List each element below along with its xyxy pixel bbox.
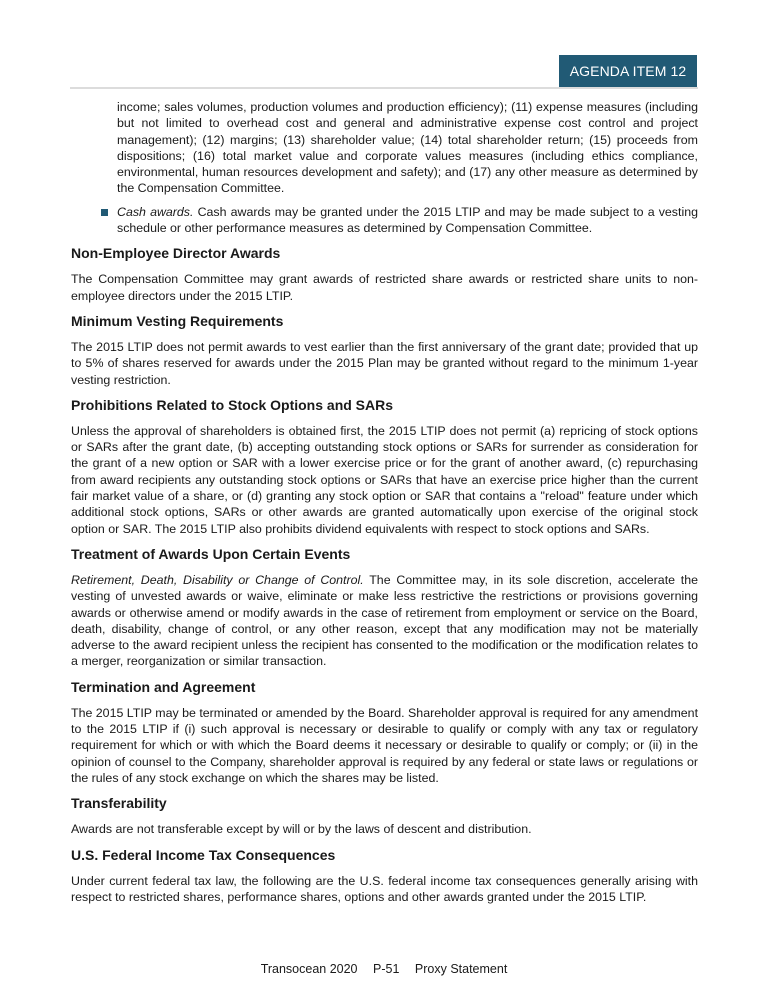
section-heading: U.S. Federal Income Tax Consequences: [71, 846, 336, 863]
section-lead: Retirement, Death, Disability or Change of Control.: [71, 572, 364, 587]
footer-document-title: Proxy Statement: [414, 962, 508, 976]
section-termination: [71, 678, 698, 786]
section-treatment-of-awards: [71, 545, 698, 670]
section-minimum-vesting: [71, 312, 698, 388]
footer-page-number: P-51: [373, 962, 400, 976]
bullet-text: [117, 204, 698, 237]
page-footer: [0, 962, 768, 976]
section-heading: Non-Employee Director Awards: [71, 245, 281, 262]
continued-list-text: income; sales volumes, production volumes and production efficiency); (11) expense measures (including but not limited to overhead cost and general and administrative expense cost control and project management); (12) margins; (13) shareholder value; (14) total shareholder return; (15) proceeds from dispositions; (16) total market value and corporate values measures (including ethics compliance, environmental, human resources development and safety); and (17) any other measure as determined by the Compensation Committee.: [117, 100, 698, 196]
section-body: The Compensation Committee may grant awards of restricted share awards or restricted share units to non-employee directors under the 2015 LTIP.: [71, 272, 698, 303]
section-body: Awards are not transferable except by will or by the laws of descent and distribution.: [71, 822, 532, 837]
section-body-text: The Committee may, in its sole discretion, accelerate the vesting of unvested awards or waive, eliminate or make less restrictive the restrictions or provisions governing awards or otherwise amend or modify awards in the case of retirement from employment or service on the Board, death, disability, change of control, or any other reason, except that any modification may not be materially adverse to the award recipient unless the recipient has consented to the modification or the modification relates to a merger, reorganization or similar transaction.: [71, 572, 698, 669]
section-body: Under current federal tax law, the following are the U.S. federal income tax consequences generally arising with respect to restricted shares, performance shares, options and other awards granted under the 2015 LTIP.: [71, 873, 698, 904]
section-heading: Termination and Agreement: [71, 678, 256, 695]
bullet-lead: Cash awards.: [117, 204, 194, 219]
square-bullet-icon: [101, 209, 108, 216]
section-heading: Transferability: [71, 795, 167, 812]
section-body: The 2015 LTIP may be terminated or amended by the Board. Shareholder approval is required for any amendment to the 2015 LTIP if (i) such approval is necessary or desirable to qualify or comply with any tax or regulatory requirement for which or with which the Board deems it necessary or desirable to qualify or comply; or (ii) in the opinion of counsel to the Company, shareholder approval is required by any federal or state laws or regulations or the rules of any stock exchange on which the shares may be listed.: [71, 705, 699, 785]
section-prohibitions: [71, 396, 698, 537]
section-heading: Prohibitions Related to Stock Options and SARs: [71, 396, 394, 413]
section-heading: Minimum Vesting Requirements: [71, 312, 284, 329]
section-body: [71, 572, 698, 670]
section-tax-consequences: [71, 846, 698, 906]
section-transferability: [71, 794, 698, 837]
section-heading: Treatment of Awards Upon Certain Events: [71, 545, 351, 562]
section-body: The 2015 LTIP does not permit awards to vest earlier than the first anniversary of the grant date; provided that up to 5% of shares reserved for awards under the 2015 Plan may be granted without regard to the minimum 1-year vesting restriction.: [71, 339, 698, 387]
agenda-item-badge: AGENDA ITEM 12: [559, 55, 697, 87]
bullet-item-cash-awards: [71, 204, 698, 237]
page-content: [71, 99, 698, 905]
section-body: Unless the approval of shareholders is obtained first, the 2015 LTIP does not permit (a) repricing of stock options or SARs after the grant date, (b) accepting outstanding stock options or SARs for surrender as consideration for the grant of a new option or SAR with a lower exercise price or for the grant of another award, (c) repurchasing from award recipients any outstanding stock options or SARs that have an exercise price higher than the current fair market value of a share, or (d) granting any stock option or SAR that contains a "reload" feature under which additional stock options, SARs or other awards are granted automatically upon exercise of the original stock option or SAR. The 2015 LTIP also prohibits dividend equivalents with respect to stock options and SARs.: [71, 423, 698, 536]
bullet-body: Cash awards may be granted under the 2015 LTIP and may be made subject to a vesting schedule or other performance measures as determined by Compensation Committee.: [117, 204, 698, 236]
header-divider: [70, 87, 698, 89]
footer-company: Transocean 2020: [260, 962, 358, 976]
section-non-employee-director-awards: [71, 244, 698, 304]
